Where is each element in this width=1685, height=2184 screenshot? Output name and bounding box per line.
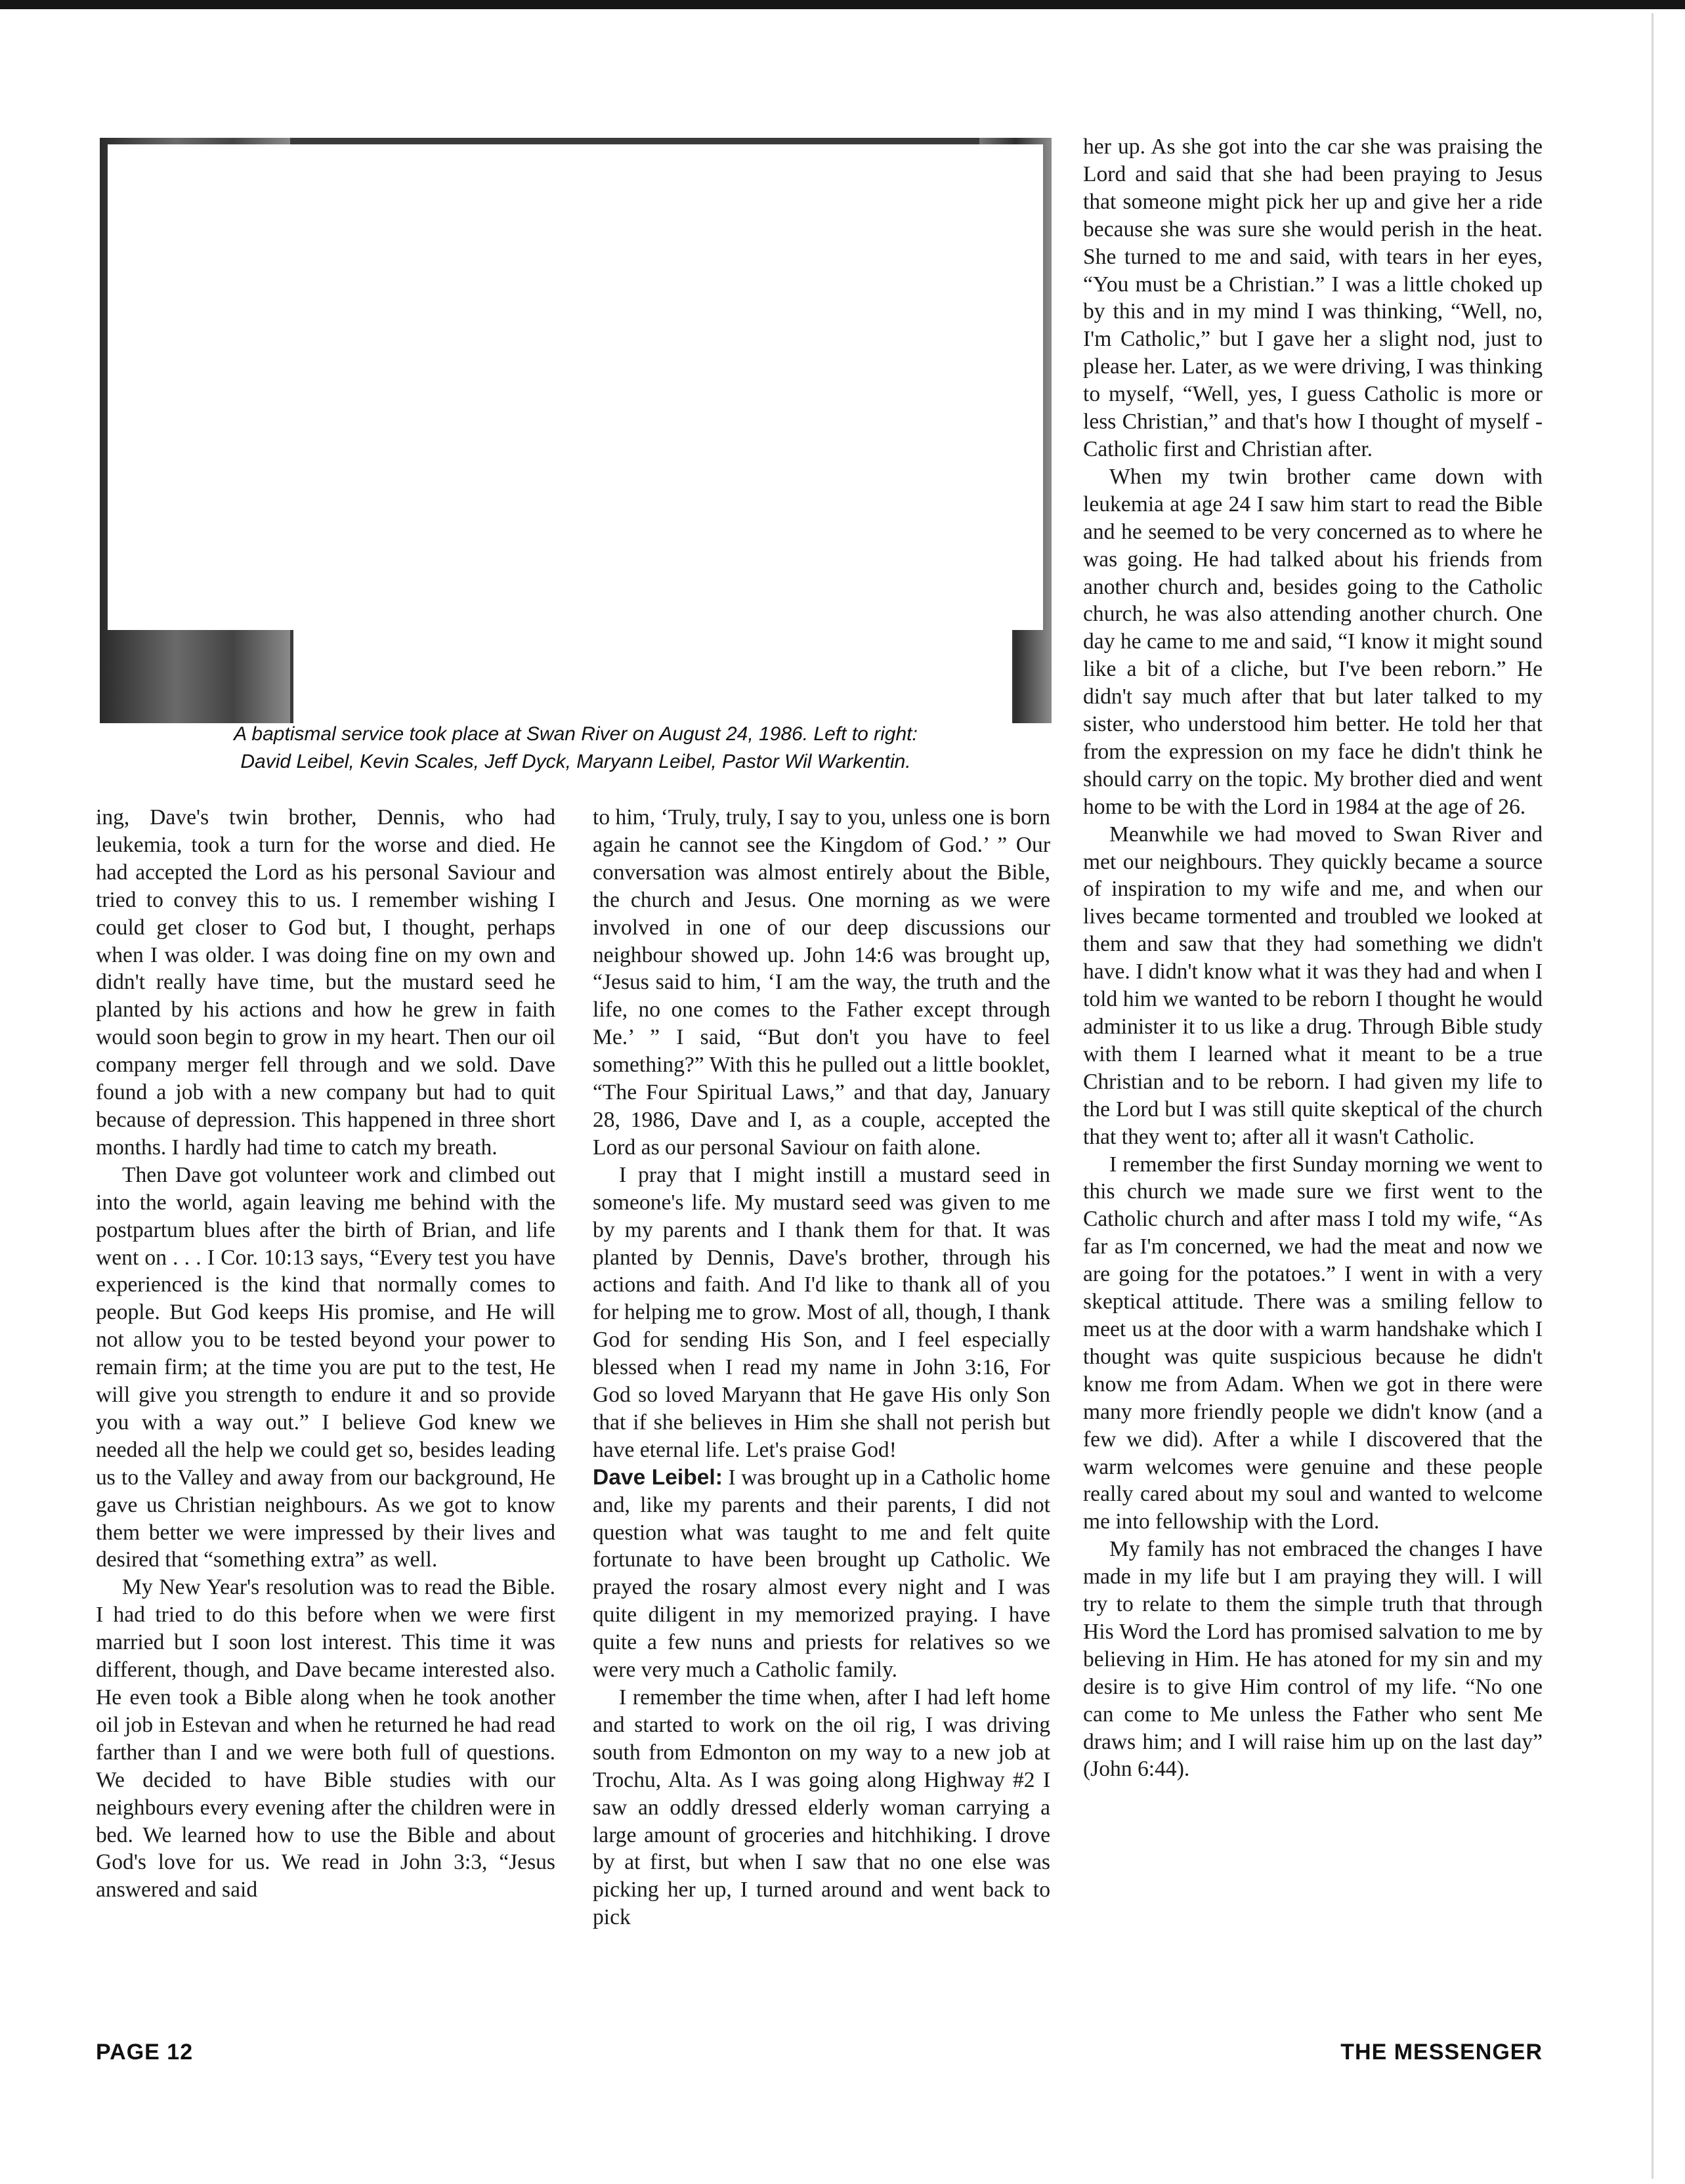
paragraph: My family has not embraced the changes I have made in my life but I am praying they will. I will try to relate to them the simple truth that through His Word the Lord has promised salvation to me by believing in Him. He has atoned for my sin and my desire is to give Him control of my life. “No one can come to Me unless the Father who sent Me draws him; and I will raise him up on the last day” (John 6:44). <box>1083 1537 1543 1782</box>
paragraph: I pray that I might instill a mustard seed in someone's life. My mustard seed was given to me by my parents and I thank them for that. It was planted by Dennis, Dave's brother, through his actions and faith. And I'd like to thank all of you for helping me to grow. Most of all, though, I thank God for sending His Son, and I feel especially blessed when I read my name in John 3:16, For God so loved Maryann that He gave His only Son that if she believes in Him she shall not perish but have eternal life. Let's praise God! <box>593 1162 1050 1462</box>
photo-caption <box>100 721 1052 776</box>
paragraph: ing, Dave's twin brother, Dennis, who had leukemia, took a turn for the worse and died. He had accepted the Lord as his personal Saviour and tried to convey this to us. I remember wishing I could get closer to God but, I thought, perhaps when I was older. I was doing fine on my own and didn't really have time, but the mustard seed he planted by his actions and how he grew in faith would soon begin to grow in my heart. Then our oil company merger fell through and we sold. Dave found a job with a new company but had to quit because of depression. This happened in three short months. I hardly had time to catch my breath. <box>96 805 555 1160</box>
paragraph: Then Dave got volunteer work and climbed out into the world, again leaving me behind with the postpartum blues after the birth of Brian, and life went on . . . I Cor. 10:13 says, “Every test you have experienced is the kind that normally comes to people. But God keeps His promise, and He will not allow you to be tested beyond your power to remain firm; at the time you are put to the test, He will give you strength to endure it and so provide you with a way out.” I believe God knew we needed all the help we could get so, besides leading us to the Valley and away from our background, He gave us Christian neighbours. As we got to know them better we were impressed by their lives and desired that “something extra” as well. <box>96 1162 555 1572</box>
paragraph: her up. As she got into the car she was praising the Lord and said that she had been praying to Jesus that someone might pick her up and give her a ride because she was sure she would perish in the heat. She turned to me and said, with tears in her eyes, “You must be a Christian.” I was a little choked up by this and in my mind I was thinking, “Well, no, I'm Catholic,” but I gave her a slight nod, just to please her. Later, as we were driving, I was thinking to myself, “Well, yes, I guess Catholic is more or less Christian,” and that's how I thought of myself - Catholic first and Christian after. <box>1083 135 1543 461</box>
page-number: PAGE 12 <box>96 2040 194 2065</box>
paragraph: to him, ‘Truly, truly, I say to you, unless one is born again he cannot see the Kingdom of God.’ ” Our conversation was almost entirely about the Bible, the church and Jesus. One morning as we were involved in one of our deep discussions our neighbour showed up. John 14:6 was brought up, “Jesus said to him, ‘I am the way, the truth and the life, no one comes to the Father except through Me.’ ” I said, “But don't you have to feel something?” With this he pulled out a little booklet, “The Four Spiritual Laws,” and that day, January 28, 1986, Dave and I, as a couple, accepted the Lord as our personal Saviour on faith alone. <box>593 805 1050 1160</box>
speaker-name: Dave Leibel: <box>593 1465 723 1490</box>
column-3 <box>1083 133 1543 1783</box>
column-1 <box>96 804 555 1904</box>
baptism-photo <box>100 138 1052 723</box>
photo-redacted-area <box>108 144 1043 630</box>
paragraph: I remember the time when, after I had left home and started to work on the oil rig, I was driving south from Edmonton on my way to a new job at Trochu, Alta. As I was going along Highway #2 I saw an oddly dressed elderly woman carrying a large amount of groceries and hitchhiking. I drove by at first, but when I saw that no one else was picking her up, I turned around and went back to pick <box>593 1685 1050 1930</box>
paragraph: My New Year's resolution was to read the Bible. I had tried to do this before when we were first married but I soon lost interest. This time it was different, though, and Dave became interested also. He even took a Bible along when he took another oil job in Estevan and when he returned he had read farther than I and we were both full of questions. We decided to have Bible studies with our neighbours every evening after the children were in bed. We learned how to use the Bible and about God's love for us. We read in John 3:3, “Jesus answered and said <box>96 1575 555 1902</box>
paragraph: Meanwhile we had moved to Swan River and met our neighbours. They quickly became a source of inspiration to my wife and me, and when our lives became tormented and troubled we looked at them and saw that they had something we didn't have. I didn't know what it was they had and when I told him we wanted to be reborn I thought he would administer it to us like a drug. Through Bible study with them I learned what it meant to be a true Christian and to be reborn. I had given my life to the Lord but I was still quite skeptical of the church that they went to; after all it wasn't Catholic. <box>1083 822 1543 1149</box>
top-border <box>0 0 1685 9</box>
publication-name: THE MESSENGER <box>1340 2040 1543 2065</box>
page-edge-line <box>1652 13 1653 2179</box>
caption-line-2: David Leibel, Kevin Scales, Jeff Dyck, Maryann Leibel, Pastor Wil Warkentin. <box>240 751 911 772</box>
photo-redacted-area-lower <box>293 623 1012 723</box>
column-2 <box>593 804 1050 1931</box>
paragraph-dave-leibel <box>593 1464 1050 1684</box>
caption-line-1: A baptismal service took place at Swan River on August 24, 1986. Left to right: <box>234 723 918 745</box>
paragraph: When my twin brother came down with leukemia at age 24 I saw him start to read the Bible and he seemed to be very concerned as to where he was going. He had talked about his friends from another church and, besides going to the Catholic church, he was also attending another church. One day he came to me and said, “I know it might sound like a bit of a cliche, but I've been reborn.” He didn't say much after that but later talked to my sister, who understood him better. He told her that from the expression on my face he didn't think he should carry on the topic. My brother died and went home to be with the Lord in 1984 at the age of 26. <box>1083 464 1543 819</box>
paragraph: I remember the first Sunday morning we went to this church we made sure we first went to the Catholic church and after mass I told my wife, “As far as I'm concerned, we had the meat and now we are going for the potatoes.” I went in with a very skeptical attitude. There was a smiling fellow to meet us at the door with a warm handshake which I thought was quite suspicious because he didn't know me from Adam. When we got in there were many more friendly people we didn't know (and a few we did). After a while I discovered that the warm welcomes were genuine and these people really cared about my soul and wanted to welcome me into fellowship with the Lord. <box>1083 1152 1543 1534</box>
paragraph-text: I was brought up in a Catholic home and, like my parents and their parents, I did not question what was taught to me and felt quite fortunate to have been brought up Catholic. We prayed the rosary almost every night and I was quite diligent in my memorized praying. I have quite a few nuns and priests for relatives so we were very much a Catholic family. <box>593 1465 1050 1683</box>
